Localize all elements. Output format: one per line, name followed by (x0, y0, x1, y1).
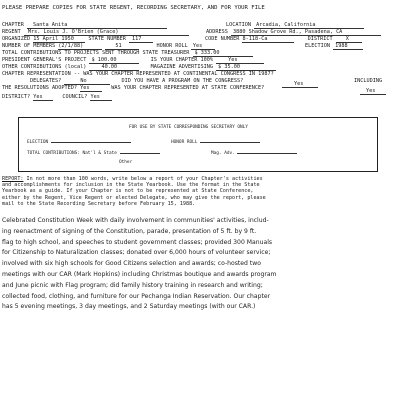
election-value (333, 43, 363, 50)
code-number-text: 8-118-Ca (242, 36, 268, 42)
box-mag-line (237, 153, 297, 154)
narrative-line: ing reenactment of signing of the Constitution, parade, presentation of 5 ft. by 9 ft. (2, 227, 257, 235)
total-contributions-label: TOTAL CONTRIBUTIONS TO PROJECTS SENT THROUGH STATE TREASURER (2, 50, 190, 56)
box-title (129, 125, 248, 130)
address-text: 3880 Shadow Grove Rd., Pasadena, CA (233, 29, 343, 35)
chapter-row (2, 22, 167, 29)
state-conf-text: Yes (366, 88, 376, 94)
location-text: Arcadia, California (256, 22, 316, 28)
box-election-line (51, 142, 131, 143)
code-number-row (205, 36, 362, 43)
box-mag-label: Mag. Adv. (211, 151, 235, 156)
report-line-text-1: In not more than 100 words, write below a report of your Chapter's activities (26, 176, 263, 182)
chapter-100-text: Yes (228, 57, 238, 63)
honor-roll-text: Yes (192, 43, 203, 49)
district-q-text: Yes (33, 94, 43, 100)
honor-roll-label: HONOR ROLL (156, 43, 188, 49)
program-value (282, 81, 318, 88)
code-number-label: CODE NUMBER (205, 36, 240, 42)
report-instructions (2, 176, 396, 207)
narrative-line: has 5 evening meetings, 3 day meetings, and 2 Saturday meetings (with our CAR.) (2, 303, 256, 311)
address-value (231, 29, 381, 36)
state-conf-answer (360, 88, 386, 95)
box-mag-row (211, 151, 297, 156)
members-count (105, 43, 139, 50)
regent-value (24, 29, 189, 36)
magazine-amount: $ 35.00 (218, 64, 241, 70)
other-contributions-row (2, 64, 276, 71)
pg-project-amount: $ 100.00 (91, 57, 117, 63)
magazine-label: MAGAZINE ADVERTISING (150, 64, 214, 70)
members-date (58, 43, 102, 50)
box-total-label: TOTAL CONTRIBUTIONS: Nat'l & State (27, 151, 117, 156)
program-question: DID YOU HAVE A PROGRAM ON THE CONGRESS? (121, 78, 244, 84)
chapter-value (27, 22, 167, 29)
total-contributions-value (193, 50, 253, 57)
report-line-2: and accomplishments for inclusion in the State Yearbook. Use the format in the State (2, 182, 260, 189)
district-label: DISTRICT (307, 36, 333, 42)
report-line-4: either by the Regent, Vice Regent or elected Delegate, who may give the report, please (2, 194, 266, 201)
regent-name: Mrs. Louis J. O'Brien (Grace) (27, 29, 119, 35)
other-contributions-amount: 40.00 (101, 64, 118, 70)
address-row (206, 29, 381, 36)
box-honor-label: HONOR ROLL (171, 140, 198, 145)
total-contributions-amount: $ 333.00 (194, 50, 220, 56)
resolutions-label: THE RESOLUTIONS ADOPTED? (2, 85, 77, 91)
narrative-line: and June picnic with Flag program; did family history training in research and writing; (2, 281, 263, 289)
narrative-line: flag to high school, and speeches to student government classes; provided 300 Manuals (2, 238, 273, 246)
district-council-row (2, 94, 112, 101)
narrative-line: collected food, clothing, and furniture for our Pechanga Indian Reservation. Our chapter (2, 292, 271, 300)
state-number-text: 117 (131, 36, 142, 42)
program-answer-row (282, 81, 318, 88)
address-label: ADDRESS (206, 29, 228, 35)
chapter-100-value (216, 57, 264, 64)
state-conf-question: WAS YOUR CHAPTER REPRESENTED AT STATE CONFERENCE? (111, 85, 265, 91)
district-text: X (345, 36, 349, 42)
delegates-text: No (80, 78, 87, 84)
total-contributions-row (2, 50, 253, 57)
resolutions-text: Yes (80, 85, 90, 91)
delegates-value (64, 78, 110, 85)
election-year: 1988 (335, 43, 348, 49)
code-number-value (242, 36, 294, 43)
regent-label: REGENT (2, 29, 21, 35)
resolutions-row (2, 85, 264, 92)
honor-roll-value (191, 43, 215, 50)
council-value (90, 94, 112, 101)
program-text: Yes (294, 81, 304, 87)
members-date-text: (2/1/88) (58, 43, 84, 49)
election-row (305, 43, 363, 50)
resolutions-value (80, 85, 102, 92)
organized-row (2, 36, 153, 43)
location-value (254, 22, 364, 29)
organized-date: 15 April 1950 (33, 36, 74, 42)
narrative-line: for Citizenship to Naturalization classes; donated over 6,000 hours of volunteer service; (2, 249, 271, 257)
including-label: INCLUDING (354, 78, 383, 84)
narrative-line: meetings with our CAR (Mark Hopkins) including Christmas boutique and awards program (2, 270, 277, 278)
magazine-value (216, 64, 276, 71)
report-label: REPORT: (2, 176, 24, 182)
box-total-row (27, 151, 160, 156)
chapter-label: CHAPTER (2, 22, 24, 28)
location-label: LOCATION (226, 22, 251, 28)
other-contributions-label: OTHER CONTRIBUTIONS (local) (2, 64, 87, 70)
members-row (2, 43, 215, 50)
box-election-row (27, 140, 131, 145)
narrative-line: Celebrated Constitution Week with daily involvement in communities' activities, includ- (2, 217, 269, 224)
state-number-label: STATE NUMBER (88, 36, 126, 42)
congress-question: CHAPTER REPRESENTATION -- WAS YOUR CHAPTER REPRESENTED AT CONTINENTAL CONGRESS IN 1987? (2, 71, 274, 77)
secretary-use-box (18, 117, 378, 172)
district-q-label: DISTRICT? (2, 94, 31, 100)
pg-project-label: PRESIDENT GENERAL'S PROJECT (2, 57, 87, 63)
regent-row (2, 29, 189, 36)
chapter-name: Santa Anita (33, 22, 68, 28)
delegates-label: DELEGATES? (30, 78, 62, 84)
organized-label: ORGANIZED (2, 36, 31, 42)
council-label: COUNCIL? (62, 94, 88, 100)
pg-project-row (2, 57, 264, 64)
box-honor-row (171, 140, 260, 145)
pg-project-value (89, 57, 139, 64)
box-other-label: Other (119, 160, 133, 165)
report-line-5: mail to the State Recording Secretary before February 15, 1988. (2, 200, 196, 207)
members-count-text: 51 (115, 43, 122, 49)
delegates-row (30, 78, 243, 85)
state-conf-value (360, 88, 386, 95)
other-contributions-value (89, 64, 139, 71)
chapter-report-narrative (2, 216, 396, 313)
district-value (336, 36, 362, 43)
organized-value (33, 36, 85, 43)
box-election-label: ELECTION (27, 140, 49, 145)
box-total-line (120, 153, 160, 154)
state-number-value (129, 36, 153, 43)
report-line-3: Yearbook as a guide. If your Chapter is not to be represented at State Conference, (2, 188, 254, 195)
box-honor-line (200, 142, 260, 143)
box-title-text: FOR USE BY STATE CORRESPONDING SECRETARY ONLY (129, 125, 248, 130)
election-label: ELECTION (305, 43, 330, 49)
location-row (226, 22, 364, 29)
chapter-100-label: IS YOUR CHAPTER 100% (150, 57, 214, 63)
narrative-line: involved with six high schools for Good Citizens selection and awards; co-hosted two (2, 260, 261, 268)
council-text: Yes (90, 94, 100, 100)
form-header: PLEASE PREPARE COPIES FOR STATE REGENT, RECORDING SECRETARY, AND FOR YOUR FILE (2, 5, 265, 11)
district-q-value (33, 94, 53, 101)
members-label: NUMBER OF MEMBERS (2, 43, 56, 49)
